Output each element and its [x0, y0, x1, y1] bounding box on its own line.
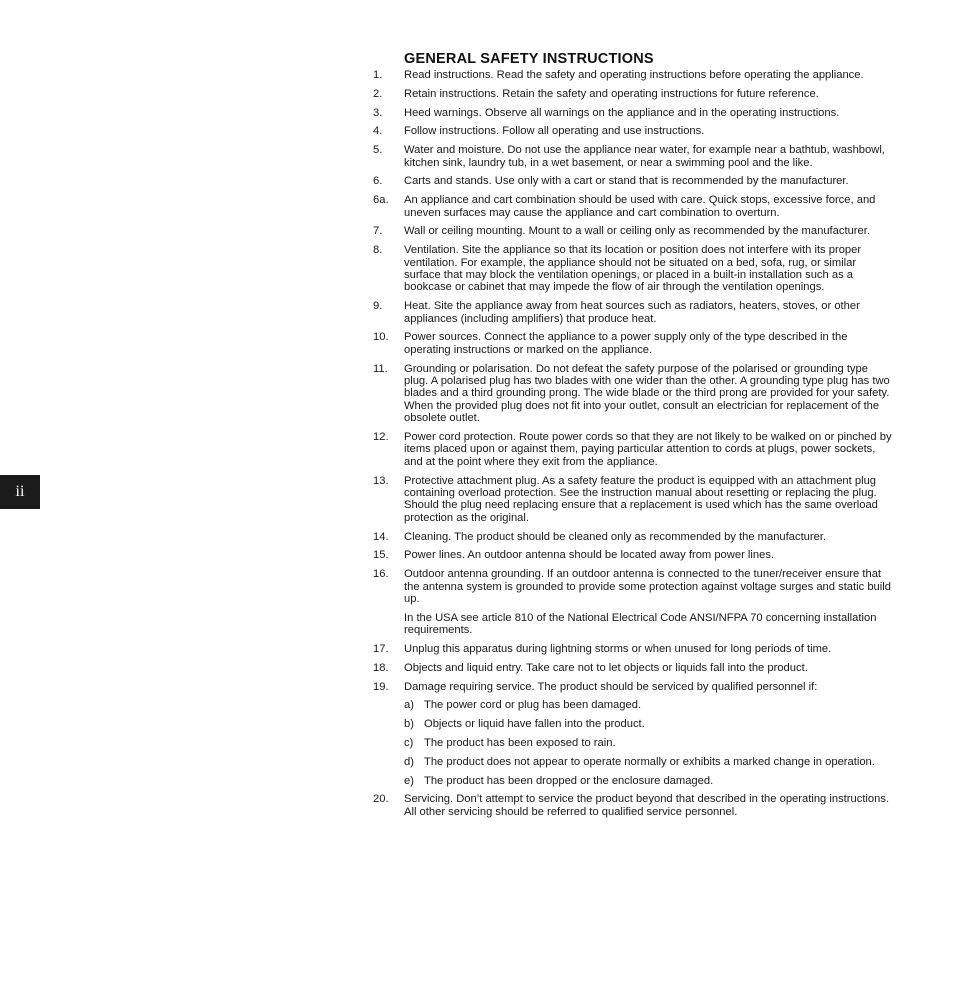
item-body [404, 681, 893, 787]
page-number: ii [15, 483, 25, 500]
list-item [373, 194, 893, 219]
item-text: Carts and stands. Use only with a cart or stand that is recommended by the manufacturer. [404, 175, 849, 188]
sub-item-text: The product has been dropped or the enclosure damaged. [424, 774, 714, 787]
item-text: Power sources. Connect the appliance to a power supply only of the type described in the operating instructions or marked on the appliance. [404, 331, 848, 356]
item-body [404, 568, 893, 636]
list-item [373, 244, 893, 294]
item-text: Water and moisture. Do not use the appliance near water, for example near a bathtub, washbowl, kitchen sink, laundry tub, in a wet basement, or near a swimming pool and the like. [404, 144, 885, 169]
list-item [373, 225, 893, 237]
item-number: 9. [373, 300, 383, 313]
item-number: 17. [373, 643, 389, 656]
item-text: Protective attachment plug. As a safety feature the product is equipped with an attachment plug containing overload protection. See the instruction manual about resetting or replacing the plug. Should the plug need replacing ensure that a replacement is used which has the same overload protection as the original. [404, 474, 878, 524]
item-number: 11. [373, 362, 388, 375]
item-number: 10. [373, 331, 389, 344]
item-number: 12. [373, 431, 389, 444]
item-number: 18. [373, 661, 389, 674]
item-text: Damage requiring service. The product should be serviced by qualified personnel if: [404, 680, 818, 693]
item-text: Power lines. An outdoor antenna should be located away from power lines. [404, 549, 775, 562]
item-text: Heed warnings. Observe all warnings on the appliance and in the operating instructions. [404, 106, 840, 119]
item-number: 2. [373, 87, 383, 100]
item-text: Power cord protection. Route power cords so that they are not likely to be walked on or pinched by items placed upon or against them, paying particular attention to cords at plugs, power sockets, and at the point where they exit from the appliance. [404, 431, 892, 468]
item-text: Ventilation. Site the appliance so that its location or position does not interfere with its proper ventilation. For example, the appliance should not be situated on a bed, sofa, rug, or similar surface that may block the ventilation openings, or placed in a built-in installation such as a bookcase or cabinet that may impede the flow of air through the ventilation openings. [404, 244, 862, 294]
item-text: Servicing. Don’t attempt to service the product beyond that described in the operating instructions. All other servicing should be referred to qualified service personnel. [404, 793, 890, 818]
item-number: 19. [373, 680, 389, 693]
list-item [373, 549, 893, 561]
page-number-tab [0, 475, 40, 509]
item-number: 6a. [373, 194, 389, 207]
list-item [373, 531, 893, 543]
list-item [373, 125, 893, 137]
list-item [373, 107, 893, 119]
item-number: 4. [373, 125, 383, 138]
list-item [373, 475, 893, 525]
sub-item-letter: d) [404, 755, 414, 768]
sub-item-text: The product does not appear to operate normally or exhibits a marked change in operation. [424, 755, 875, 768]
item-note: In the USA see article 810 of the National Electrical Code ANSI/NFPA 70 concerning installation requirements. [404, 611, 877, 637]
sub-item-text: The product has been exposed to rain. [424, 737, 616, 750]
sub-list-item [404, 699, 893, 711]
item-number: 3. [373, 106, 383, 119]
item-number: 20. [373, 793, 389, 806]
item-text: Grounding or polarisation. Do not defeat the safety purpose of the polarised or grounding type plug. A polarised plug has two blades with one wider than the other. A grounding type plug has two blades and a third grounding prong. The wide blade or the third prong are provided for your safety. When the provided plug does not fit into your outlet, consult an electrician for replacement of the obsolete outlet. [404, 362, 890, 425]
item-number: 5. [373, 144, 383, 157]
sub-list-item [404, 775, 893, 787]
sub-list [404, 699, 893, 787]
sub-item-letter: b) [404, 718, 414, 731]
sub-item-text: Objects or liquid have fallen into the product. [424, 718, 645, 731]
list-item [373, 175, 893, 187]
list-item [373, 88, 893, 100]
item-text: Retain instructions. Retain the safety and operating instructions for future reference. [404, 87, 819, 100]
list-item [373, 69, 893, 81]
list-item [373, 643, 893, 655]
page-title: GENERAL SAFETY INSTRUCTIONS [404, 51, 654, 67]
item-text: Unplug this apparatus during lightning storms or when unused for long periods of time. [404, 643, 832, 656]
sub-list-item [404, 756, 893, 768]
sub-item-letter: c) [404, 737, 414, 750]
safety-instructions-section [373, 50, 893, 825]
sub-list-item [404, 718, 893, 730]
sub-item-text: The power cord or plug has been damaged. [424, 699, 642, 712]
list-item [373, 568, 893, 636]
list-item [373, 662, 893, 674]
item-number: 16. [373, 568, 389, 581]
item-number: 7. [373, 225, 383, 238]
list-item [373, 331, 893, 356]
item-text: Follow instructions. Follow all operating and use instructions. [404, 125, 705, 138]
item-number: 13. [373, 474, 389, 487]
item-number: 6. [373, 175, 383, 188]
item-number: 1. [373, 69, 383, 81]
item-text: Read instructions. Read the safety and operating instructions before operating the appliance. [404, 69, 864, 81]
list-item [373, 144, 893, 169]
item-text: Heat. Site the appliance away from heat sources such as radiators, heaters, stoves, or other appliances (including amplifiers) that produce heat. [404, 300, 860, 325]
item-number: 15. [373, 549, 389, 562]
list-item [373, 681, 893, 787]
item-text: Outdoor antenna grounding. If an outdoor antenna is connected to the tuner/receiver ensure that the antenna system is grounded to provide some protection against voltage surges and static build up. [404, 568, 891, 606]
sub-item-letter: e) [404, 774, 414, 787]
sub-list-item [404, 737, 893, 749]
sub-item-letter: a) [404, 699, 414, 712]
list-item [373, 793, 893, 818]
item-text: Objects and liquid entry. Take care not to let objects or liquids fall into the product. [404, 661, 808, 674]
item-number: 8. [373, 244, 383, 257]
list-item [373, 431, 893, 468]
item-text: Cleaning. The product should be cleaned only as recommended by the manufacturer. [404, 530, 827, 543]
instruction-list [373, 69, 893, 818]
list-item [373, 363, 893, 425]
item-text: Wall or ceiling mounting. Mount to a wall or ceiling only as recommended by the manufacturer. [404, 225, 870, 238]
item-number: 14. [373, 530, 389, 543]
list-item [373, 300, 893, 325]
item-text: An appliance and cart combination should be used with care. Quick stops, excessive force, and uneven surfaces may cause the appliance and cart combination to overturn. [404, 194, 876, 219]
